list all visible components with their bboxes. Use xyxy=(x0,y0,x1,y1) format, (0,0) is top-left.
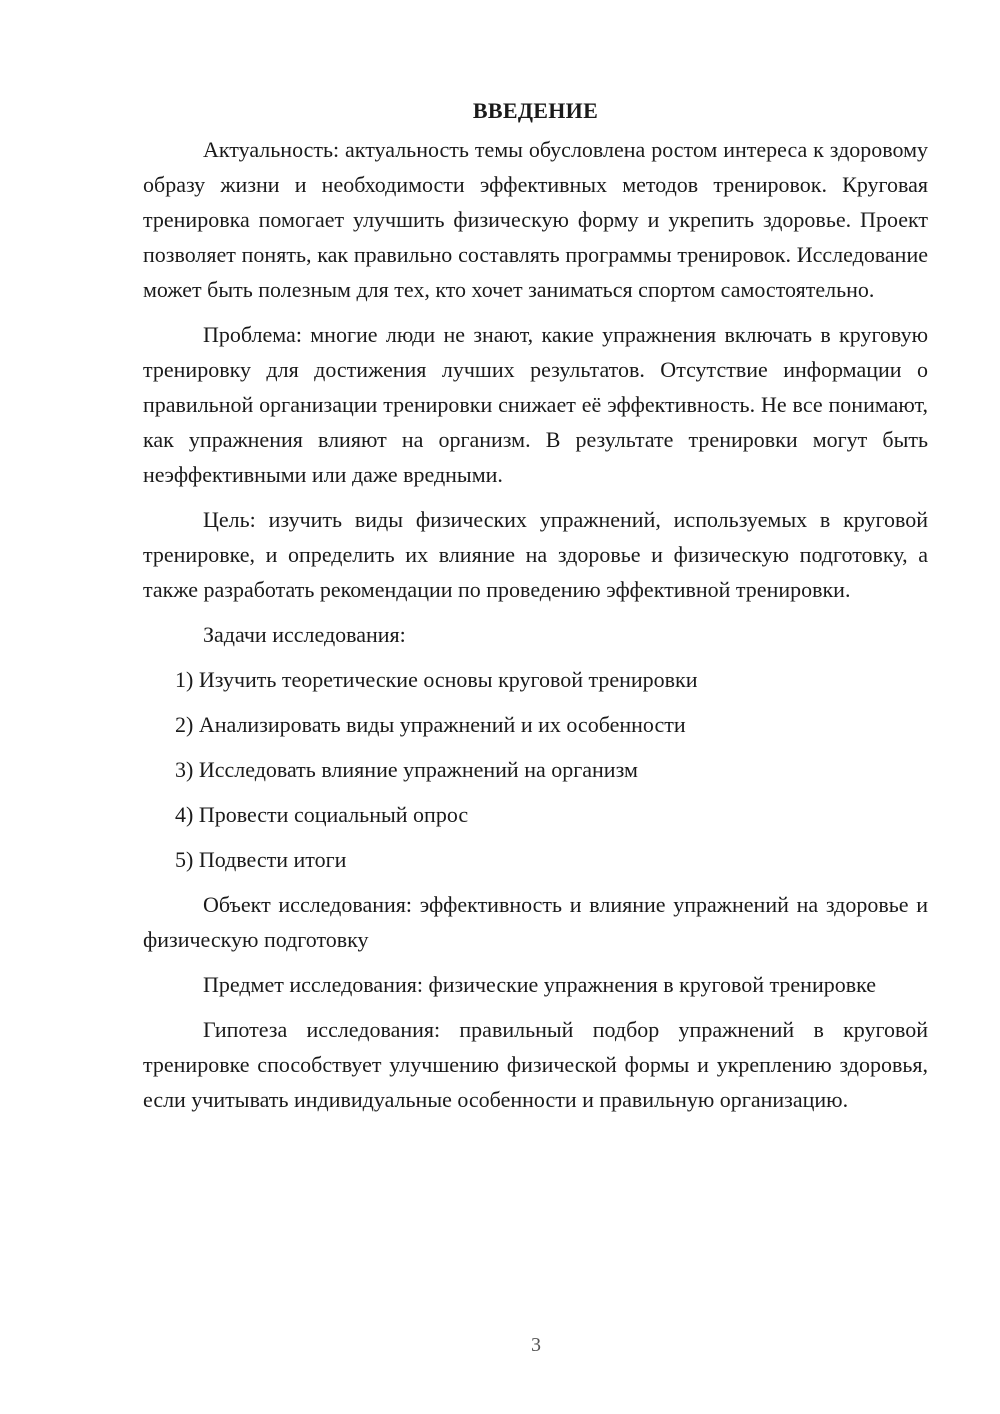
problem-paragraph: Проблема: многие люди не знают, какие упражнения включать в круговую тренировку для достижения лучших результатов. Отсутствие информации о правильной организации тренировки снижает её эффективность. Не все понимают, как упражнения влияют на организм. В результате тренировки могут быть неэффективными или даже вредными. xyxy=(143,322,928,487)
page-title: ВВЕДЕНИЕ xyxy=(472,98,599,123)
object-paragraph: Объект исследования: эффективность и влияние упражнений на здоровье и физическую подготовку xyxy=(143,892,928,952)
subject-paragraph: Предмет исследования: физические упражнения в круговой тренировке xyxy=(203,972,877,997)
task-item-4: 4) Провести социальный опрос xyxy=(175,802,469,827)
tasks-heading: Задачи исследования: xyxy=(203,622,406,647)
relevance-paragraph: Актуальность: актуальность темы обусловлена ростом интереса к здоровому образу жизни и необходимости эффективных методов тренировок. Круговая тренировка помогает улучшить физическую форму и укрепить здоровье. Проект позволяет понять, как правильно составлять программы тренировок. Исследование может быть полезным для тех, кто хочет заниматься спортом самостоятельно. xyxy=(143,137,928,302)
task-item-1: 1) Изучить теоретические основы круговой тренировки xyxy=(175,667,698,692)
tasks-list xyxy=(143,662,928,877)
document-page xyxy=(143,96,928,1127)
hypothesis-paragraph: Гипотеза исследования: правильный подбор упражнений в круговой тренировке способствует улучшению физической формы и укреплению здоровья, если учитывать индивидуальные особенности и правильную организацию. xyxy=(143,1017,928,1112)
goal-paragraph: Цель: изучить виды физических упражнений, используемых в круговой тренировке, и определить их влияние на здоровье и физическую подготовку, а также разработать рекомендации по проведению эффективной тренировки. xyxy=(143,507,928,602)
task-item-5: 5) Подвести итоги xyxy=(175,847,347,872)
task-item-3: 3) Исследовать влияние упражнений на организм xyxy=(175,757,638,782)
task-item-2: 2) Анализировать виды упражнений и их особенности xyxy=(175,712,686,737)
page-number: 3 xyxy=(531,1334,541,1356)
